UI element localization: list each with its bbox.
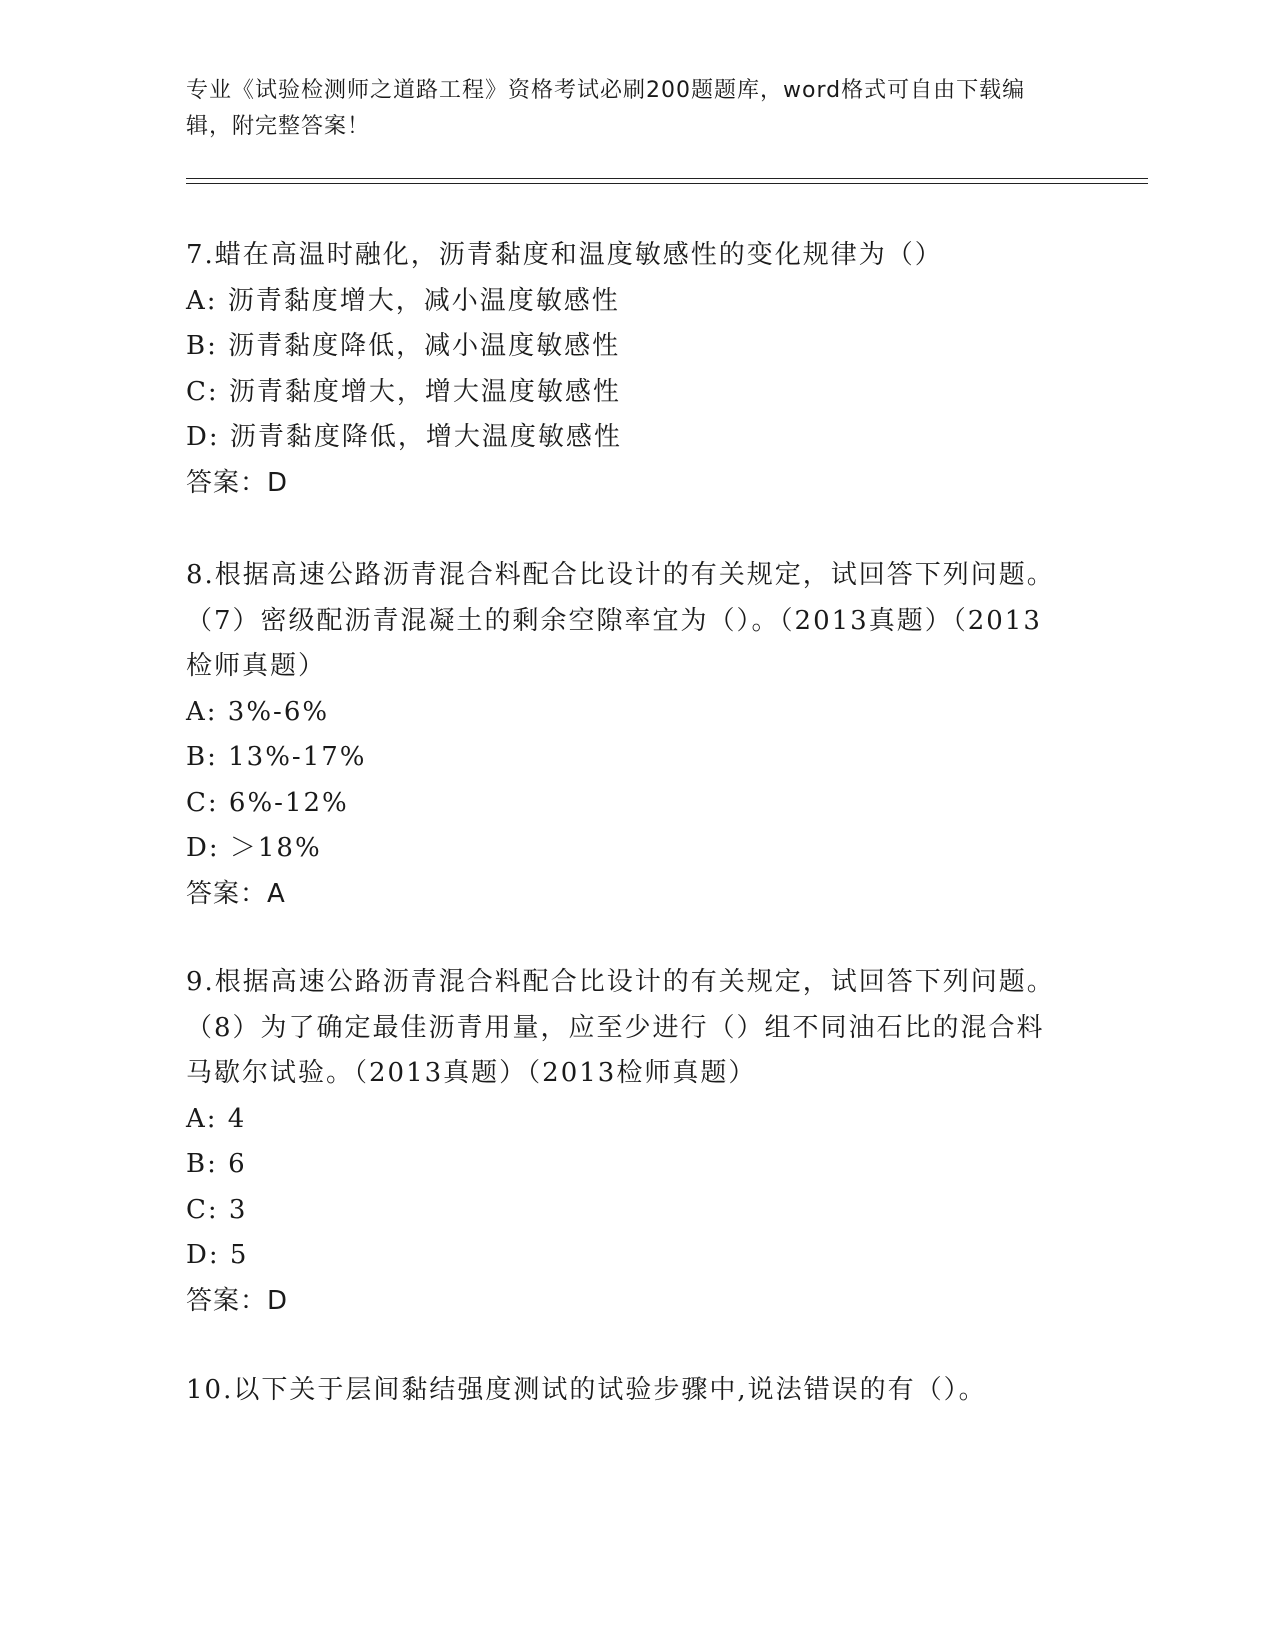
option-c: C: 沥青黏度增大，增大温度敏感性 [186,376,621,407]
question-stem: 10.以下关于层间黏结强度测试的试验步骤中,说法错误的有（）。 [186,1375,987,1405]
answer-label: 答案：D [186,1285,289,1316]
option-a: A: 3%-6% [186,696,330,727]
header-divider-bottom [186,183,1148,184]
option-b: B: 13%-17% [186,742,367,772]
option-d: D: ＞18% [186,833,322,863]
option-c: C: 3 [186,1194,248,1225]
option-d: D: 沥青黏度降低，增大温度敏感性 [186,422,622,452]
option-a: A: 沥青黏度增大，减小温度敏感性 [186,285,620,316]
option-a: A: 4 [186,1103,247,1134]
option-c: C: 6%-12% [186,787,349,818]
question-9 [186,960,1066,1324]
question-8 [186,553,1066,917]
option-b: B: 6 [186,1149,247,1179]
answer-label: 答案：A [186,878,286,909]
option-d: D: 5 [186,1240,249,1270]
header-divider-top [186,178,1148,179]
question-7 [186,233,1066,506]
document-header: 专业《试验检测师之道路工程》资格考试必刷200题题库，word格式可自由下载编辑，附完整答案！ [186,78,1026,139]
answer-label: 答案：D [186,467,289,498]
question-stem: 8.根据高速公路沥青混合料配合比设计的有关规定，试回答下列问题。（7）密级配沥青混凝土的剩余空隙率宜为（）。（2013真题）（2013检师真题） [186,560,1055,681]
option-b: B: 沥青黏度降低，减小温度敏感性 [186,331,621,361]
question-10 [186,1368,1066,1414]
question-stem: 7.蜡在高温时融化，沥青黏度和温度敏感性的变化规律为（） [186,240,943,270]
question-stem: 9.根据高速公路沥青混合料配合比设计的有关规定，试回答下列问题。（8）为了确定最佳沥青用量，应至少进行（）组不同油石比的混合料马歇尔试验。（2013真题）（2013检师真题） [186,967,1055,1088]
